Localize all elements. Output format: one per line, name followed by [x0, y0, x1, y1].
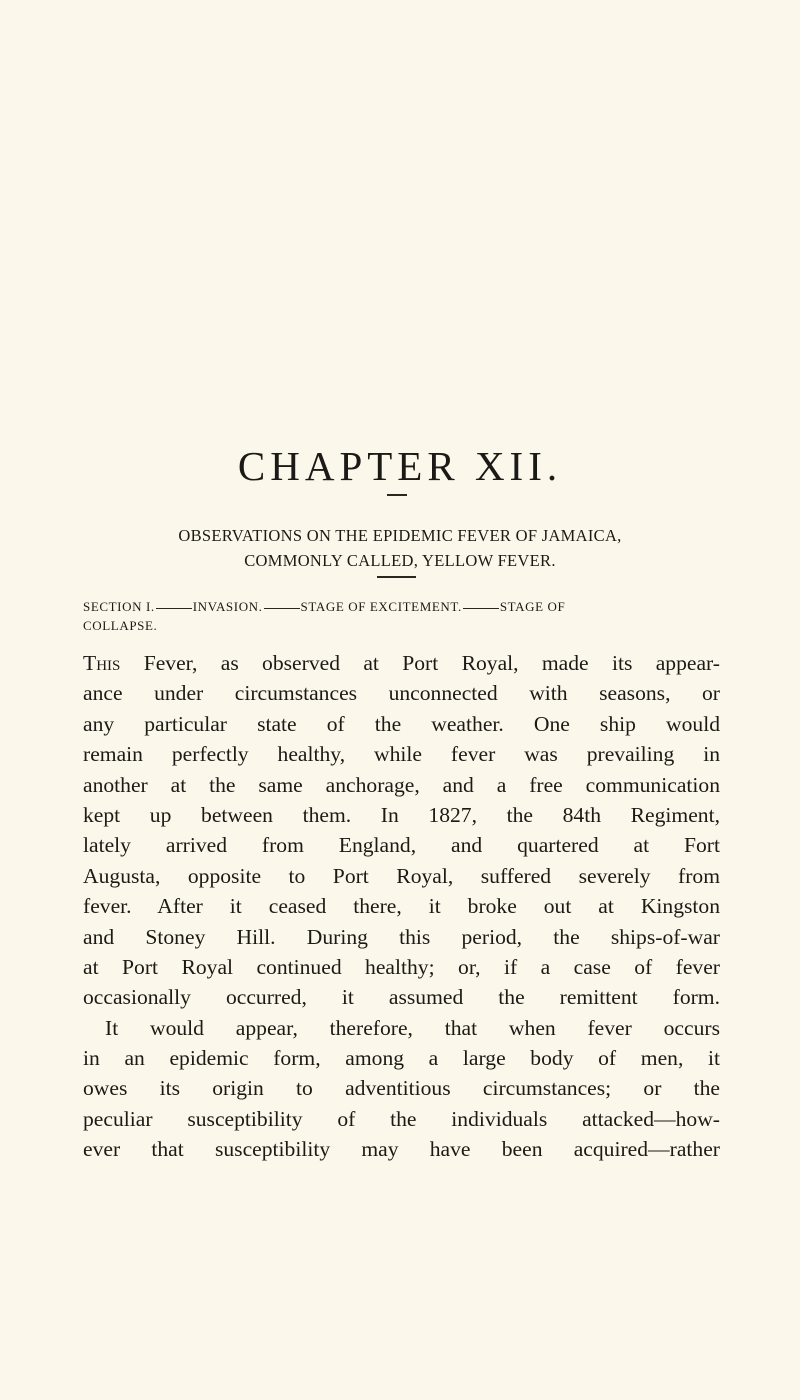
chapter-subtitle [80, 523, 720, 573]
body-line: in an epidemic form, among a large body of men, it [83, 1046, 720, 1071]
body-line: occasionally occurred, it assumed the remittent form. [83, 985, 720, 1010]
section-dash [264, 608, 300, 609]
body-line: kept up between them. In 1827, the 84th Regiment, [83, 802, 720, 827]
section-part-excitement: STAGE OF EXCITEMENT. [300, 599, 462, 614]
body-line: remain perfectly healthy, while fever was prevailing in [83, 742, 720, 767]
opening-word: This [83, 651, 121, 675]
title-divider [387, 494, 407, 496]
body-line: another at the same anchorage, and a free communication [83, 772, 720, 797]
section-heading [83, 597, 723, 635]
body-line: lately arrived from England, and quartered at Fort [83, 833, 720, 858]
body-line: ance under circumstances unconnected with seasons, or [83, 681, 720, 706]
chapter-title: CHAPTER XII. [237, 443, 563, 489]
body-line: owes its origin to adventitious circumstances; or the [83, 1076, 720, 1101]
section-heading-row-2: COLLAPSE. [83, 618, 158, 633]
subtitle-divider [377, 576, 416, 578]
section-dash [463, 608, 499, 609]
body-line: at Port Royal continued healthy; or, if a case of fever [83, 954, 720, 979]
section-part-collapse: STAGE OF [499, 599, 566, 614]
section-label: SECTION I. [83, 599, 155, 614]
body-line: any particular state of the weather. One ship would [83, 711, 720, 736]
section-part-invasion: INVASION. [192, 599, 263, 614]
body-paragraph [83, 648, 720, 1165]
body-line: It would appear, therefore, that when fever occurs [105, 1015, 720, 1040]
body-line: and Stoney Hill. During this period, the ships-of-war [83, 924, 720, 949]
body-line: This Fever, as observed at Port Royal, made its appear- [83, 651, 720, 675]
subtitle-line-2: COMMONLY CALLED, YELLOW FEVER. [244, 551, 556, 570]
body-line: peculiar susceptibility of the individuals attacked—how- [83, 1106, 720, 1131]
body-line: Augusta, opposite to Port Royal, suffered severely from [83, 863, 720, 888]
section-dash [156, 608, 192, 609]
body-line: ever that susceptibility may have been acquired—rather [83, 1137, 720, 1162]
body-line: fever. After it ceased there, it broke out at Kingston [83, 894, 720, 919]
section-heading-row-1 [83, 597, 723, 616]
subtitle-line-1: OBSERVATIONS ON THE EPIDEMIC FEVER OF JAMAICA, [178, 526, 622, 545]
